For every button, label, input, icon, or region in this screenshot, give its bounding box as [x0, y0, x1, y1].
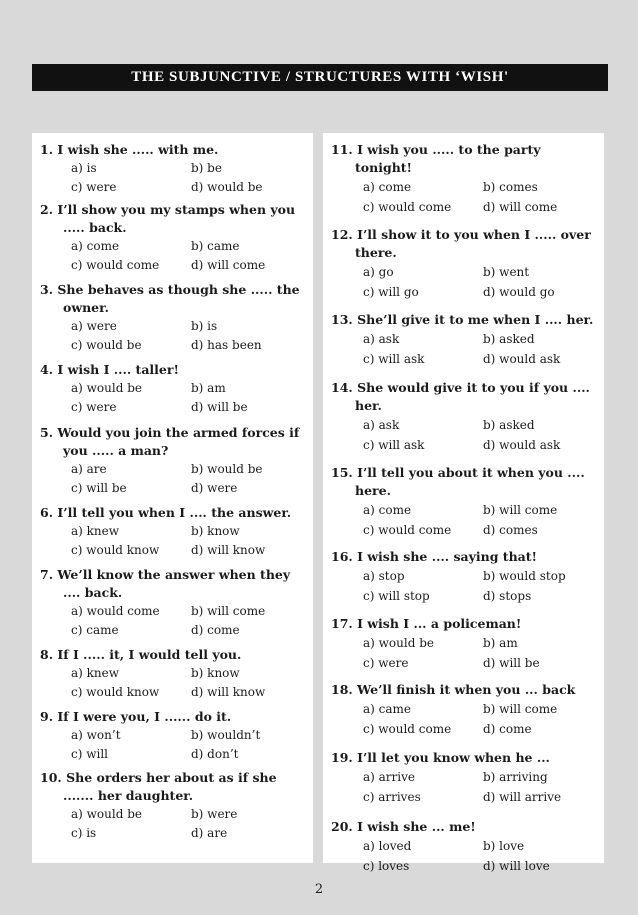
answer-option: d) don’t: [191, 746, 239, 761]
answer-option: d) comes: [483, 523, 538, 537]
answer-options: [331, 699, 598, 739]
answer-option: a) knew: [71, 524, 120, 538]
answer-option: b) know: [191, 524, 240, 538]
left-question-column: [32, 133, 313, 863]
answer-options: [331, 566, 598, 606]
answer-option: d) will arrive: [483, 790, 562, 804]
answer-option: c) is: [71, 825, 97, 840]
answer-options: [331, 767, 598, 807]
answer-option: a) come: [363, 503, 412, 517]
question-text: 8. If I ..... it, I would tell you.: [40, 647, 242, 662]
question-text: 11. I wish you ..... to the party tonight!: [331, 142, 541, 175]
question-text: 18. We’ll finish it when you ... back: [331, 682, 576, 697]
answer-options: [40, 522, 307, 559]
question-text: 14. She would give it to you if you .... her.: [331, 380, 590, 413]
answer-option: a) stop: [363, 569, 405, 583]
answer-option: a) loved: [363, 839, 412, 853]
answer-option: c) will go: [363, 285, 419, 299]
question-item: [40, 566, 307, 639]
answer-option: b) would be: [191, 462, 263, 476]
answer-option: b) am: [483, 636, 518, 650]
answer-option: d) would ask: [483, 438, 561, 452]
answer-option: d) would be: [191, 179, 263, 194]
answer-option: b) be: [191, 161, 222, 175]
answer-option: a) knew: [71, 666, 120, 680]
answer-option: d) stops: [483, 589, 532, 603]
answer-option: b) asked: [483, 418, 535, 432]
answer-option: a) came: [363, 702, 412, 716]
answer-option: a) come: [363, 180, 412, 194]
question-text: 16. I wish she .... saying that!: [331, 549, 538, 564]
answer-options: [40, 159, 307, 196]
question-text: 12. I’ll show it to you when I ..... over there.: [331, 227, 591, 260]
answer-option: d) will come: [191, 257, 266, 272]
answer-option: a) are: [71, 462, 107, 476]
answer-option: a) won’t: [71, 728, 121, 742]
answer-option: b) will come: [483, 503, 558, 517]
answer-option: b) will come: [191, 604, 266, 618]
question-item: [40, 141, 307, 196]
answer-option: b) love: [483, 839, 525, 853]
question-text: 17. I wish I ... a policeman!: [331, 616, 522, 631]
question-text: 6. I’ll tell you when I .... the answer.: [40, 505, 292, 520]
answer-option: d) would ask: [483, 352, 561, 366]
answer-option: d) are: [191, 825, 228, 840]
question-text: 9. If I were you, I ...... do it.: [40, 709, 232, 724]
question-text: 2. I’ll show you my stamps when you ..... back.: [40, 202, 296, 235]
answer-option: d) will love: [483, 859, 550, 873]
answer-option: a) would be: [71, 381, 142, 395]
question-item: [331, 548, 598, 606]
question-text: 20. I wish she ... me!: [331, 819, 476, 834]
question-item: [40, 504, 307, 559]
question-item: [40, 646, 307, 701]
answer-option: a) would be: [363, 636, 434, 650]
question-item: [331, 681, 598, 739]
answer-option: c) would come: [71, 257, 160, 272]
answer-option: c) would know: [71, 684, 160, 699]
answer-options: [331, 177, 598, 217]
question-item: [40, 708, 307, 763]
question-text: 5. Would you join the armed forces if you ..... a man?: [40, 425, 300, 458]
answer-options: [40, 379, 307, 416]
answer-option: a) would come: [71, 604, 160, 618]
answer-option: c) would know: [71, 542, 160, 557]
answer-option: a) go: [363, 265, 394, 279]
question-text: 10. She orders her about as if she ....... her daughter.: [40, 770, 277, 803]
question-text: 13. She’ll give it to me when I .... her.: [331, 312, 594, 327]
answer-options: [40, 805, 307, 842]
answer-option: d) will know: [191, 684, 266, 699]
answer-option: a) come: [71, 239, 120, 253]
question-item: [331, 615, 598, 673]
answer-options: [331, 633, 598, 673]
question-item: [331, 311, 598, 369]
question-text: 1. I wish she ..... with me.: [40, 142, 219, 157]
answer-option: d) will know: [191, 542, 266, 557]
question-text: 19. I’ll let you know when he ...: [331, 750, 550, 765]
answer-option: d) will be: [483, 656, 540, 670]
answer-option: c) were: [71, 179, 117, 194]
answer-options: [40, 460, 307, 497]
answer-option: b) asked: [483, 332, 535, 346]
answer-option: b) would stop: [483, 569, 566, 583]
answer-option: b) arriving: [483, 770, 548, 784]
question-item: [331, 226, 598, 302]
answer-option: d) would go: [483, 285, 555, 299]
answer-options: [331, 262, 598, 302]
answer-options: [40, 726, 307, 763]
answer-option: c) loves: [363, 859, 410, 873]
answer-options: [40, 664, 307, 701]
answer-option: b) will come: [483, 702, 558, 716]
page-title: THE SUBJUNCTIVE / STRUCTURES WITH ‘WISH': [32, 64, 608, 91]
page-number: 2: [314, 882, 324, 897]
answer-option: a) is: [71, 161, 97, 175]
question-text: 4. I wish I .... taller!: [40, 362, 179, 377]
answer-option: d) will come: [483, 200, 558, 214]
question-text: 7. We’ll know the answer when they .... back.: [40, 567, 291, 600]
question-item: [331, 464, 598, 540]
answer-option: a) were: [71, 319, 117, 333]
question-item: [331, 749, 598, 807]
answer-option: a) would be: [71, 807, 142, 821]
question-item: [40, 769, 307, 842]
answer-option: c) will: [71, 746, 109, 761]
answer-option: d) were: [191, 480, 238, 495]
question-item: [40, 281, 307, 354]
answer-option: b) wouldn’t: [191, 728, 261, 742]
answer-option: b) is: [191, 319, 218, 333]
answer-option: c) will ask: [363, 438, 425, 452]
answer-option: b) comes: [483, 180, 538, 194]
answer-option: c) were: [71, 399, 117, 414]
answer-option: d) has been: [191, 337, 262, 352]
answer-option: c) came: [71, 622, 119, 637]
answer-options: [40, 602, 307, 639]
question-item: [331, 141, 598, 217]
answer-option: c) will be: [71, 480, 127, 495]
answer-options: [331, 500, 598, 540]
answer-option: a) ask: [363, 418, 400, 432]
answer-option: c) would be: [71, 337, 142, 352]
question-item: [331, 818, 598, 876]
question-item: [40, 361, 307, 416]
answer-option: b) know: [191, 666, 240, 680]
answer-option: c) will stop: [363, 589, 430, 603]
answer-option: b) came: [191, 239, 240, 253]
answer-option: d) come: [483, 722, 532, 736]
question-item: [40, 201, 307, 274]
answer-option: d) come: [191, 622, 240, 637]
answer-option: c) would come: [363, 722, 452, 736]
answer-options: [331, 329, 598, 369]
right-question-column: [323, 133, 604, 873]
answer-options: [40, 237, 307, 274]
question-item: [331, 379, 598, 455]
answer-option: a) arrive: [363, 770, 415, 784]
answer-option: b) were: [191, 807, 238, 821]
answer-option: d) will be: [191, 399, 248, 414]
answer-options: [331, 836, 598, 876]
answer-option: b) went: [483, 265, 530, 279]
question-item: [40, 424, 307, 497]
answer-option: c) were: [363, 656, 409, 670]
answer-option: c) would come: [363, 523, 452, 537]
answer-option: c) will ask: [363, 352, 425, 366]
answer-option: c) would come: [363, 200, 452, 214]
answer-option: c) arrives: [363, 790, 421, 804]
question-text: 15. I’ll tell you about it when you .... here.: [331, 465, 585, 498]
answer-options: [331, 415, 598, 455]
answer-option: b) am: [191, 381, 226, 395]
answer-options: [40, 317, 307, 354]
answer-option: a) ask: [363, 332, 400, 346]
question-text: 3. She behaves as though she ..... the owner.: [40, 282, 300, 315]
